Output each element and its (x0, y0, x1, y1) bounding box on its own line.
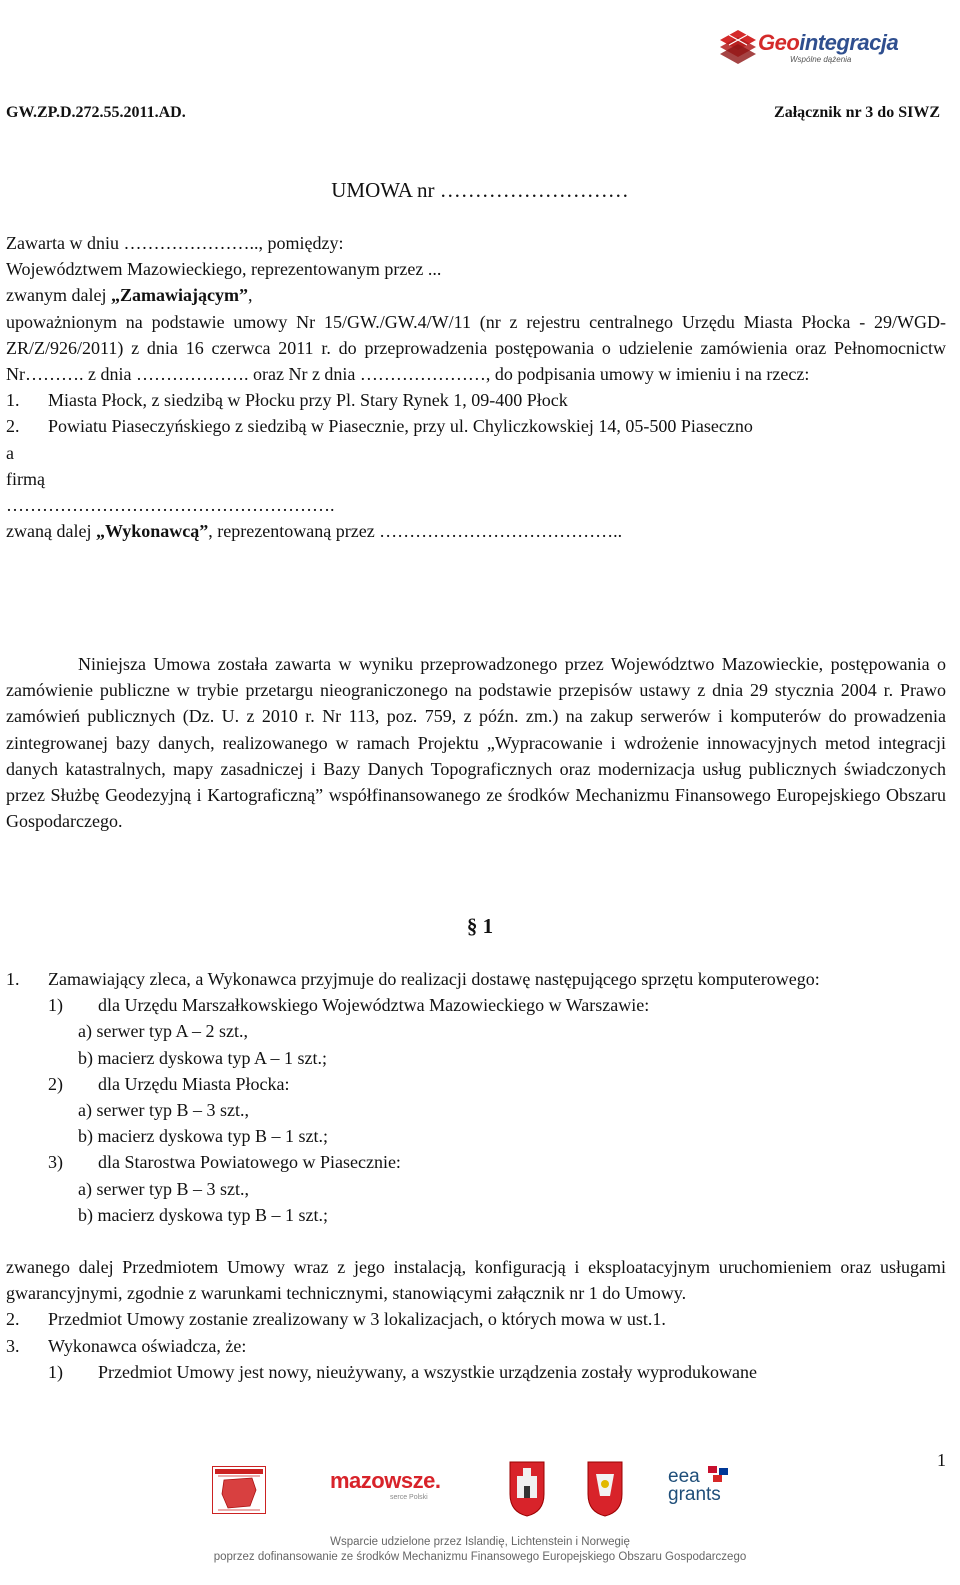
reference-number: GW.ZP.D.272.55.2011.AD. (6, 104, 186, 121)
contractor-line: a (6, 442, 14, 463)
clause-subitem: 1) Przedmiot Umowy jest nowy, nieużywany, a wszystkie urządzenia zostały wyprodukowane (48, 1361, 757, 1382)
location-item: 2) dla Urzędu Miasta Płocka: (48, 1073, 290, 1094)
preamble (6, 651, 946, 834)
eea-grants-logo (668, 1468, 748, 1504)
section-heading: § 1 (466, 914, 494, 938)
footer-text (0, 1535, 960, 1565)
mazowsze-wordmark: mazowsze. (330, 1468, 441, 1493)
subject-text: zwanego dalej Przedmiotem Umowy wraz z jego instalacją, konfiguracją i eksploatacyjnym uruchomieniem oraz usługami gwarancyjnymi, zgodnie z warunkami technicznymi, stanowiącymi załącznik nr 1 do Umowy. (6, 1257, 946, 1304)
clause-item: 2. Przedmiot Umowy zostanie zrealizowany w 3 lokalizacjach, o których mowa w ust.1. (6, 1309, 666, 1330)
party-item: 2. Powiatu Piaseczyńskiego z siedzibą w Piasecznie, przy ul. Chyliczkowskiej 14, 05-500 Piaseczno (6, 416, 753, 437)
piaseczno-coat-of-arms-icon (586, 1460, 624, 1518)
equipment-item: b) macierz dyskowa typ B – 1 szt.; (78, 1126, 328, 1147)
location-item: 3) dla Starostwa Powiatowego w Piasecznie: (48, 1152, 401, 1173)
equipment-item: a) serwer typ A – 2 szt., (78, 1021, 248, 1042)
clause-item: 3. Wykonawca oświadcza, że: (6, 1335, 247, 1356)
geointegracja-logo (720, 28, 910, 68)
mazowsze-logo (330, 1468, 460, 1501)
party-item: 1. Miasta Płock, z siedzibą w Płocku przy Pl. Stary Rynek 1, 09-400 Płock (6, 390, 568, 411)
eea-wordmark: eea (668, 1466, 700, 1487)
equipment-item: b) macierz dyskowa typ A – 1 szt.; (78, 1047, 327, 1068)
equipment-item: b) macierz dyskowa typ B – 1 szt.; (78, 1204, 328, 1225)
attachment-label: Załącznik nr 3 do SIWZ (774, 104, 940, 121)
plock-coat-of-arms-icon (508, 1460, 546, 1518)
section-1 (6, 966, 946, 1385)
equipment-item: a) serwer typ B – 3 szt., (78, 1100, 249, 1121)
grants-wordmark: grants (668, 1484, 721, 1505)
spacer (6, 1228, 946, 1254)
geodesy-map-logo-icon (212, 1466, 266, 1514)
logo-wordmark: Geointegracja (758, 30, 899, 55)
mazowsze-tagline: serce Polski (390, 1494, 428, 1501)
eea-flags-icon (708, 1466, 730, 1484)
parties-block (6, 230, 946, 544)
authorization-text: upoważnionym na podstawie umowy Nr 15/GW./GW.4/W/11 (nr z rejestru centralnego Urzędu Miasta Płocka - 29/WGD-ZR/Z/926/2011) z dnia 16 czerwca 2011 r. do przeprowadzenia postępowania o udzielenie zamówienia oraz Pełnomocnictw Nr………. z dnia ………………. oraz Nr z dnia …………………, do podpisania umowy w imieniu i na rzecz: (6, 311, 946, 385)
logo-tagline: Wspólne dążenia (790, 55, 852, 64)
intro-line: Zawarta w dniu ………………….., pomiędzy: (6, 233, 344, 253)
intro-line: Województwem Mazowieckiego, reprezentowanym przez ... (6, 259, 442, 280)
footer-line: Wsparcie udzielone przez Islandię, Lichtenstein i Norwegię (330, 1536, 630, 1548)
document-title: UMOWA nr ……………………… (331, 178, 629, 202)
page-number: 1 (937, 1450, 946, 1470)
footer-line: poprzez dofinansowanie ze środków Mechanizmu Finansowego Europejskiego Obszaru Gospodarczego (213, 1551, 747, 1563)
contractor-dots: ………………………………………………. (6, 495, 335, 516)
contractor-line: firmą (6, 468, 45, 489)
location-item: 1) dla Urzędu Marszałkowskiego Województwa Mazowieckiego w Warszawie: (48, 995, 650, 1016)
geointegracja-mark-icon (720, 30, 756, 64)
equipment-item: a) serwer typ B – 3 szt., (78, 1178, 249, 1199)
wykonawca-line: zwaną dalej „Wykonawcą”, reprezentowaną przez ………………………………….. (6, 521, 623, 542)
zamawiajacy-line: zwanym dalej „Zamawiającym”, (6, 285, 253, 306)
footer-logos (0, 1460, 960, 1530)
clause-item: 1. Zamawiający zleca, a Wykonawca przyjmuje do realizacji dostawę następującego sprzętu komputerowego: (6, 969, 820, 989)
preamble-text: Niniejsza Umowa została zawarta w wyniku przeprowadzonego przez Województwo Mazowieckie, postępowania o zamówienie publiczne w trybie przetargu nieograniczonego na podstawie przepisów ustawy z dnia 29 stycznia 2004 r. Prawo zamówień publicznych (Dz. U. z 2010 r. Nr 113, poz. 759, z późn. zm.) na zakup serwerów i komputerów do prowadzenia zintegrowanej bazy danych, realizowanego w ramach Projektu „Wypracowanie i wdrożenie innowacyjnych metod integracji danych katastralnych, mapy zasadniczej i Bazy Danych Topograficznych oraz modernizacja usług publicznych świadczonych przez Służbę Geodezyjną i Kartograficzną” współfinansowanego ze środków Mechanizmu Finansowego Europejskiego Obszaru Gospodarczego. (6, 654, 946, 832)
